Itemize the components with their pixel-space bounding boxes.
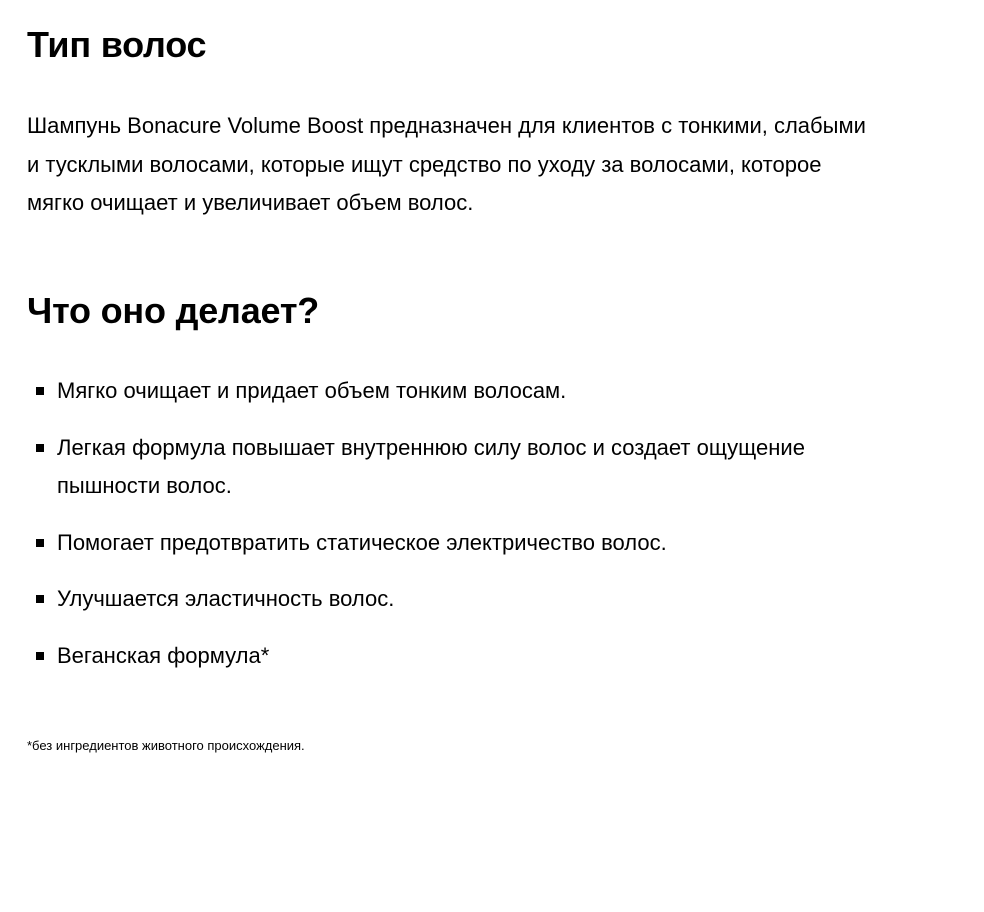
square-bullet-icon <box>36 652 44 660</box>
what-it-does-heading: Что оно делает? <box>27 290 320 331</box>
list-item <box>27 372 827 411</box>
list-item-text: Улучшается эластичность волос. <box>57 586 395 611</box>
list-item <box>27 580 827 619</box>
square-bullet-icon <box>36 595 44 603</box>
square-bullet-icon <box>36 539 44 547</box>
hair-type-description: Шампунь Bonacure Volume Boost предназначен для клиентов с тонкими, слабыми и тусклыми волосами, которые ищут средство по уходу за волосами, которое мягко очищает и увеличивает объем волос. <box>27 113 866 215</box>
benefits-list <box>27 372 827 693</box>
list-item-text: Мягко очищает и придает объем тонким волосам. <box>57 378 567 403</box>
list-item <box>27 524 827 563</box>
list-item <box>27 637 827 676</box>
list-item-text: Веганская формула* <box>57 642 270 668</box>
square-bullet-icon <box>36 387 44 395</box>
hair-type-heading: Тип волос <box>27 24 207 65</box>
list-item-text: Помогает предотвратить статическое электричество волос. <box>57 529 667 555</box>
footnote: *без ингредиентов животного происхождения. <box>27 738 305 753</box>
square-bullet-icon <box>36 444 44 452</box>
list-item-text: Легкая формула повышает внутреннюю силу волос и создает ощущение пышности волос. <box>57 434 805 498</box>
list-item <box>27 429 817 506</box>
